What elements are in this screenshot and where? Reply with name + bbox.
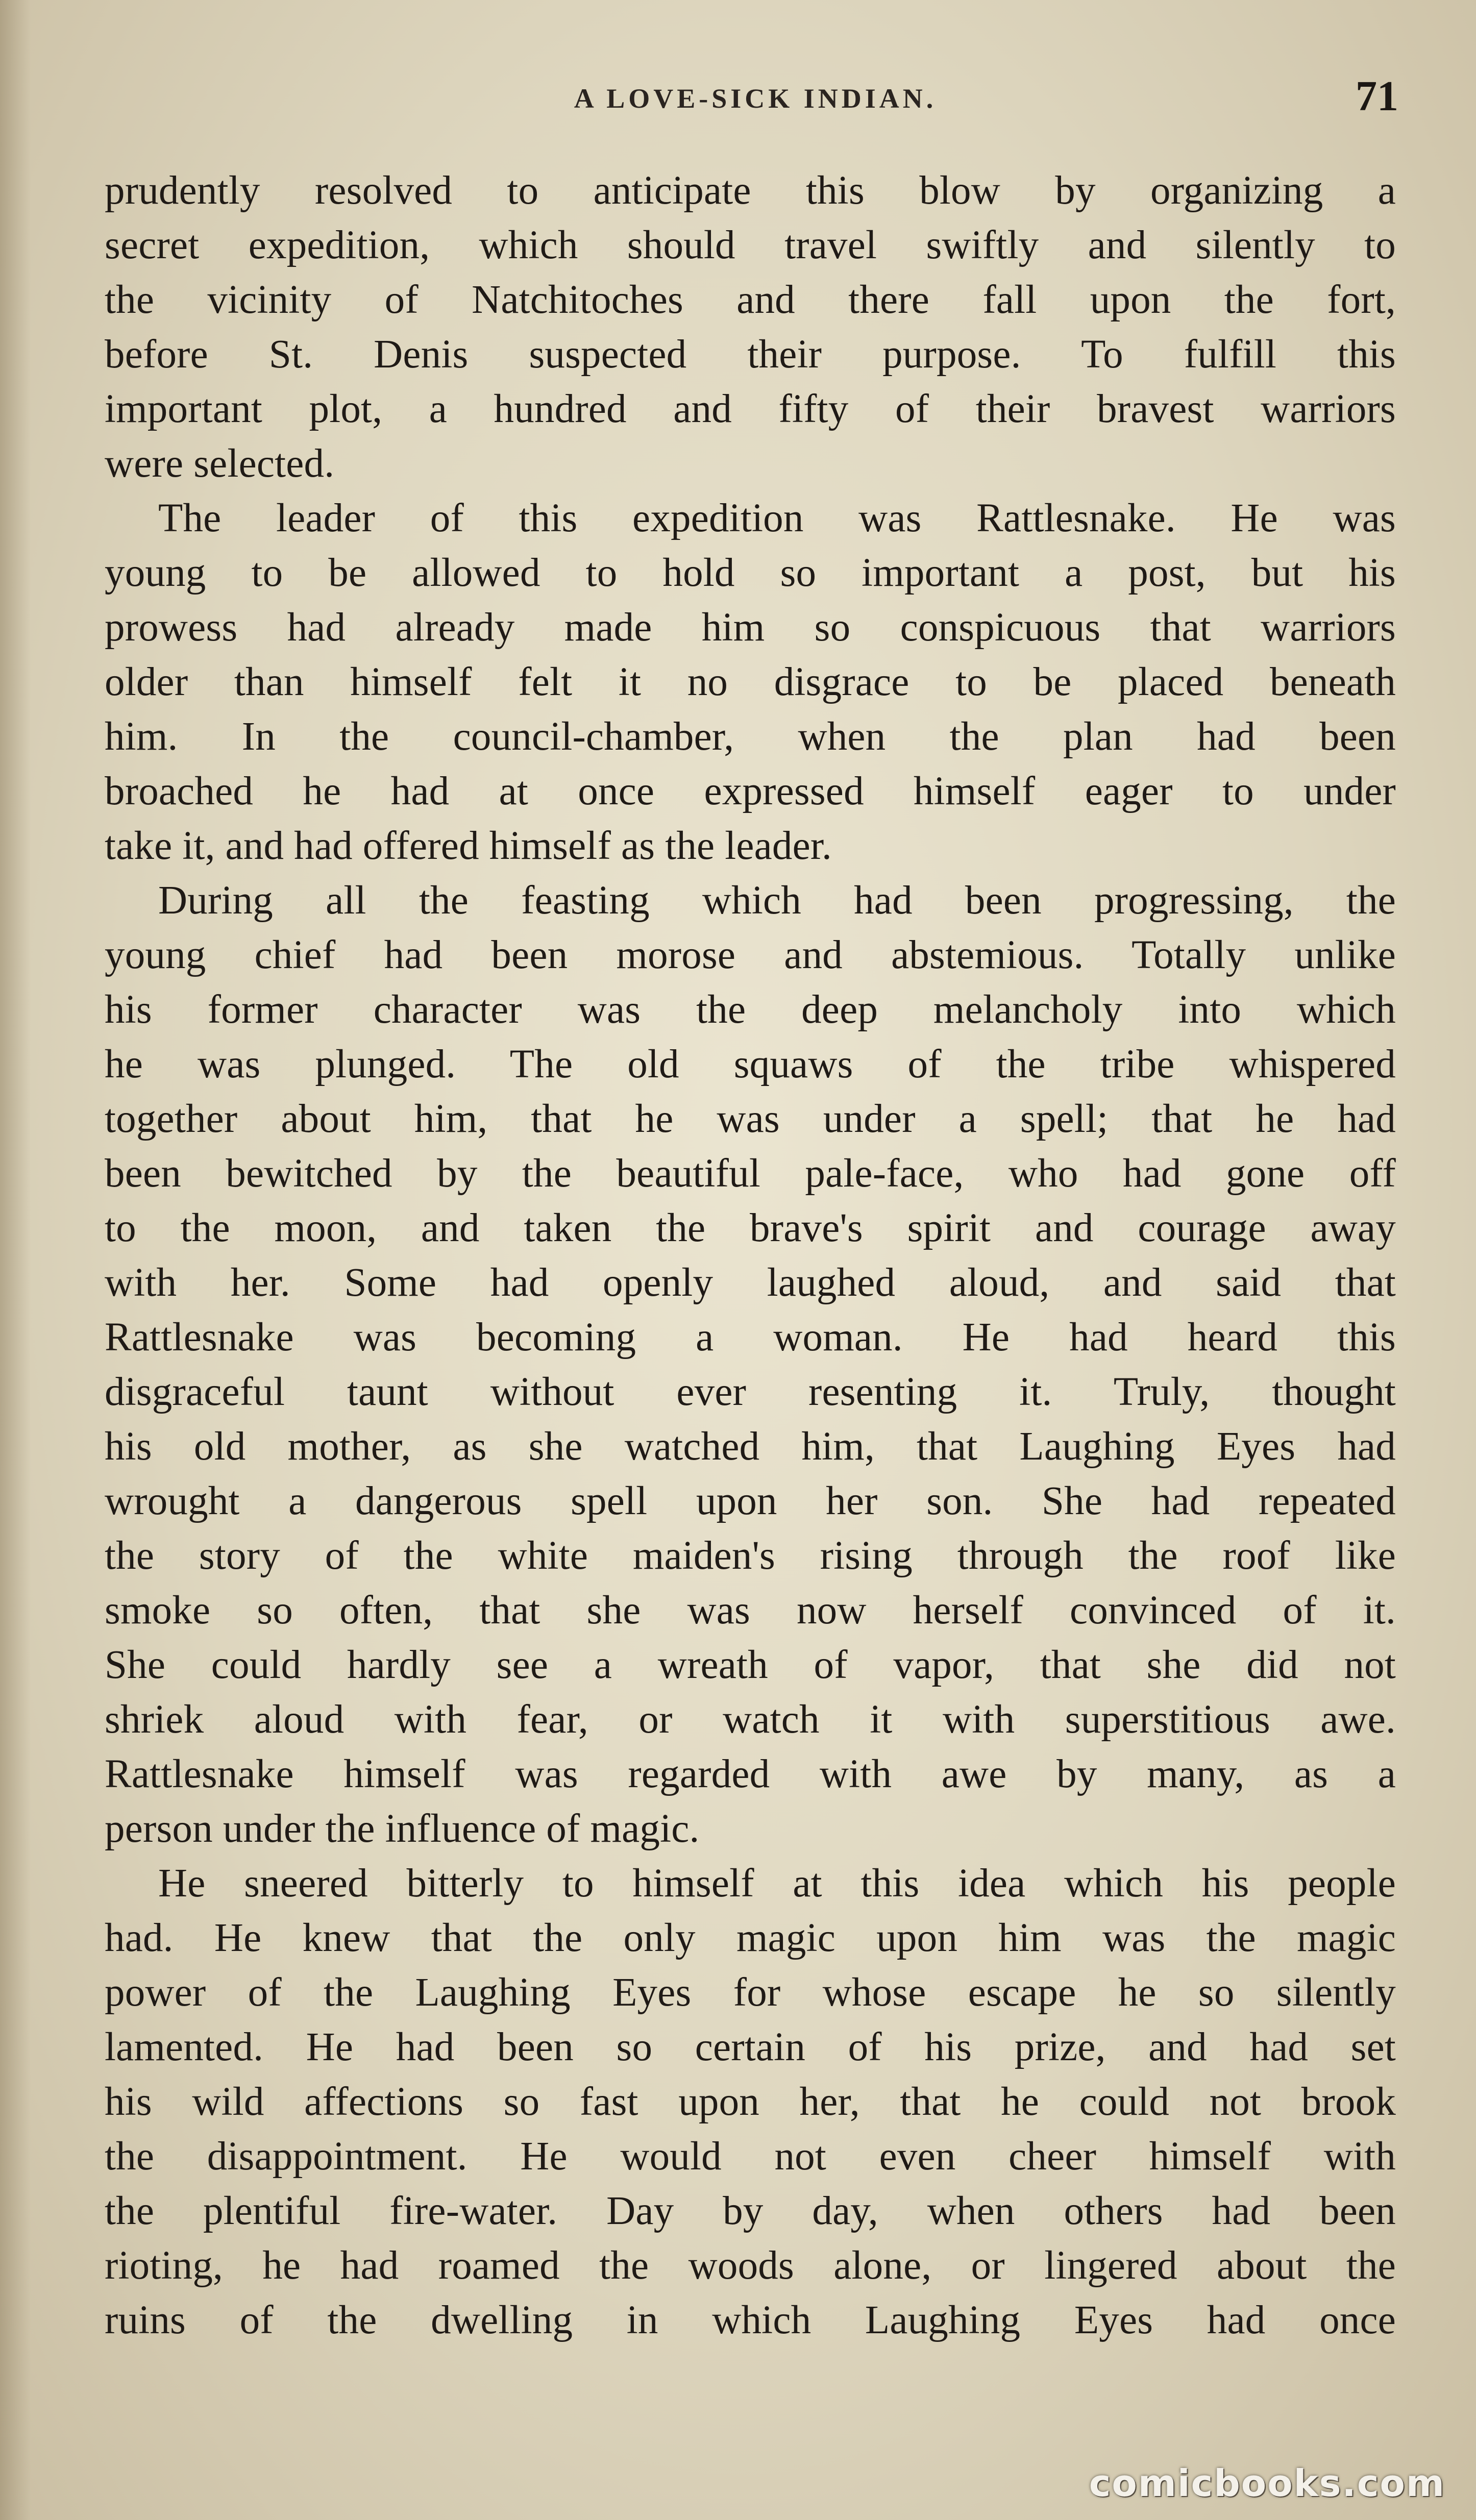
text-line: person under the influence of magic. [105, 1807, 700, 1851]
text-line: his wild affections so fast upon her, that he could not brook [105, 2080, 1396, 2124]
text-line: disgraceful taunt without ever resenting it. Truly, thought [105, 1370, 1396, 1414]
text-line: he was plunged. The old squaws of the tribe whispered [105, 1042, 1396, 1086]
page-number: 71 [1356, 72, 1398, 120]
text-line: During all the feasting which had been progressing, the [158, 878, 1396, 923]
text-line: young chief had been morose and abstemious. Totally unlike [105, 933, 1396, 977]
text-line: young to be allowed to hold so important a post, but his [105, 551, 1396, 595]
text-line: him. In the council-chamber, when the plan had been [105, 714, 1396, 759]
text-line: his old mother, as she watched him, that Laughing Eyes had [105, 1424, 1396, 1469]
watermark: comicbooks.com [1089, 2462, 1445, 2505]
text-line: with her. Some had openly laughed aloud, and said that [105, 1261, 1396, 1305]
text-line: to the moon, and taken the brave's spirit and courage away [105, 1206, 1396, 1250]
text-line: rioting, he had roamed the woods alone, or lingered about the [105, 2243, 1396, 2288]
text-line: shriek aloud with fear, or watch it with superstitious awe. [105, 1697, 1396, 1742]
text-line: lamented. He had been so certain of his prize, and had set [105, 2025, 1396, 2069]
text-line: Rattlesnake himself was regarded with awe by many, as a [105, 1752, 1396, 1796]
text-line: had. He knew that the only magic upon him was the magic [105, 1916, 1396, 1960]
text-line: secret expedition, which should travel swiftly and silently to [105, 223, 1396, 267]
text-line: The leader of this expedition was Rattlesnake. He was [158, 496, 1396, 540]
text-line: important plot, a hundred and fifty of their bravest warriors [105, 387, 1396, 431]
text-line: ruins of the dwelling in which Laughing Eyes had once [105, 2298, 1396, 2342]
body-text [105, 163, 1396, 2348]
text-line: take it, and had offered himself as the leader. [105, 824, 832, 868]
text-line: wrought a dangerous spell upon her son. She had repeated [105, 1479, 1396, 1523]
text-line: She could hardly see a wreath of vapor, that she did not [105, 1643, 1396, 1687]
text-line: prowess had already made him so conspicuous that warriors [105, 605, 1396, 650]
text-line: power of the Laughing Eyes for whose escape he so silently [105, 1970, 1396, 2015]
text-line: broached he had at once expressed himself eager to under [105, 769, 1396, 813]
text-line: the plentiful fire-water. Day by day, when others had been [105, 2189, 1396, 2233]
text-line: older than himself felt it no disgrace to be placed beneath [105, 660, 1396, 704]
running-head: A LOVE-SICK INDIAN. [574, 83, 937, 114]
page-edge-shadow [0, 0, 31, 2520]
text-line: the disappointment. He would not even cheer himself with [105, 2134, 1396, 2179]
text-line: prudently resolved to anticipate this blow by organizing a [105, 168, 1396, 213]
text-line: were selected. [105, 441, 335, 486]
text-line: been bewitched by the beautiful pale-face, who had gone off [105, 1151, 1396, 1196]
text-line: together about him, that he was under a spell; that he had [105, 1097, 1396, 1141]
text-line: smoke so often, that she was now herself convinced of it. [105, 1588, 1396, 1633]
text-line: Rattlesnake was becoming a woman. He had heard this [105, 1315, 1396, 1360]
text-line: the story of the white maiden's rising through the roof like [105, 1534, 1396, 1578]
page-header [102, 71, 1409, 128]
text-line: before St. Denis suspected their purpose. To fulfill this [105, 332, 1396, 377]
text-line: He sneered bitterly to himself at this idea which his people [158, 1861, 1396, 1906]
text-line: the vicinity of Natchitoches and there fall upon the fort, [105, 278, 1396, 322]
text-line: his former character was the deep melancholy into which [105, 987, 1396, 1032]
